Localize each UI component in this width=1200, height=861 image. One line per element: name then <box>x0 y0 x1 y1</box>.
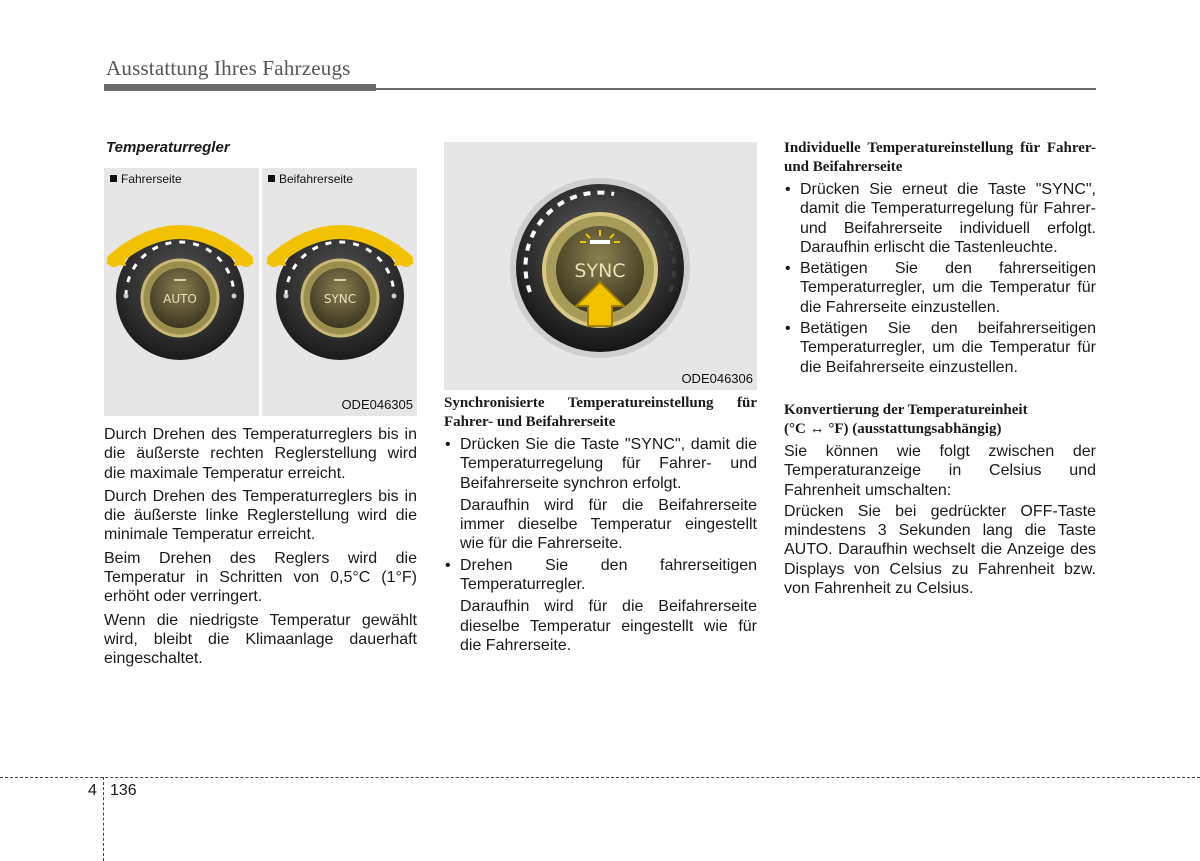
figure-sync-button <box>444 142 757 390</box>
paragraph: Beim Drehen des Reglers wird die Temperatur in Schritten von 0,5°C (1°F) erhöht oder verringert. <box>104 549 417 606</box>
section-title: Temperaturregler <box>106 139 230 156</box>
paragraph: Durch Drehen des Temperaturreglers bis in die äußerste linke Reglerstellung wird die minimale Temperatur erreicht. <box>104 487 417 544</box>
paragraph: Durch Drehen des Temperaturreglers bis in die äußerste rechten Reglerstellung wird die maximale Temperatur erreicht. <box>104 426 417 482</box>
figure-label-passenger: Beifahrerseite <box>268 172 353 186</box>
chapter-number: 4 <box>88 782 97 799</box>
footer-dashed-rule <box>0 777 1200 778</box>
col2-body <box>444 394 757 657</box>
list-item: • Betätigen Sie den fahrerseitigen Temperaturregler, um die Temperatur für die Fahrerseite einzustellen. <box>784 259 1096 317</box>
figure-code: ODE046305 <box>341 397 413 412</box>
knob-left-group <box>106 232 254 360</box>
sync-knob-label: SYNC <box>574 260 626 282</box>
col1-body <box>104 425 417 673</box>
list-item: • Drücken Sie die Taste "SYNC", damit die Temperaturregelung für Fahrer- und Beifahrerseite synchron erfolgt. Daraufhin wird für die Beifahrerseite immer dieselbe Temperatur eingestellt wie für die Fahrerseite. <box>444 435 757 554</box>
paragraph: Wenn die niedrigste Temperatur gewählt wird, bleibt die Klimaanlage dauerhaft eingeschaltet. <box>104 611 417 668</box>
figure-temperature-knobs <box>104 168 417 416</box>
figure-code: ODE046306 <box>681 371 753 386</box>
knob-left-label: AUTO <box>163 292 197 306</box>
footer-vertical-rule <box>103 777 104 861</box>
paragraph: Sie können wie folgt zwischen der Temperaturanzeige in Celsius und Fahrenheit umschalten: <box>784 442 1096 499</box>
section-heading: Synchronisierte Temperatureinstellung für Fahrer- und Beifahrerseite <box>444 395 757 430</box>
list-item-note: Daraufhin wird für die Beifahrerseite immer dieselbe Temperatur eingestellt wie für die Fahrerseite. <box>460 496 757 553</box>
figure-label-driver: Fahrerseite <box>110 172 182 186</box>
square-bullet-icon <box>110 175 117 182</box>
page-number: 136 <box>110 782 137 799</box>
list-item: • Drücken Sie erneut die Taste "SYNC", damit die Temperaturregelung für Fahrer- und Beifahrerseite individuell erfolgt. Daraufhin erlischt die Tastenleuchte. <box>784 180 1096 257</box>
knob-right-label: SYNC <box>323 292 357 306</box>
bullet-list <box>444 435 757 655</box>
list-item: • Drehen Sie den fahrerseitigen Temperaturregler. Daraufhin wird für die Beifahrerseite dieselbe Temperatur eingestellt wie für die Fahrerseite. <box>444 556 757 655</box>
sync-knob-illustration <box>444 142 757 390</box>
section-heading: Individuelle Temperatureinstellung für Fahrer- und Beifahrerseite <box>784 140 1096 175</box>
knob-right-group <box>266 232 414 360</box>
list-item: • Betätigen Sie den beifahrerseitigen Temperaturregler, um die Temperatur für die Beifahrerseite einzustellen. <box>784 319 1096 377</box>
paragraph: Drücken Sie bei gedrückter OFF-Taste mindestens 3 Sekunden lang die Taste AUTO. Daraufhin wechselt die Anzeige des Displays von Celsius zu Fahrenheit bzw. von Fahrenheit zu Celsius. <box>784 502 1096 598</box>
section-heading: (°C ↔ °F) (ausstattungsabhängig) <box>784 420 1002 437</box>
section-heading: Konvertierung der Temperatureinheit <box>784 401 1028 418</box>
bullet-list <box>784 180 1096 377</box>
page-header-title: Ausstattung Ihres Fahrzeugs <box>106 56 351 80</box>
header-rule-thick <box>104 84 376 91</box>
col3-body <box>784 139 1096 598</box>
list-item-note: Daraufhin wird für die Beifahrerseite dieselbe Temperatur eingestellt wie für die Fahrerseite. <box>460 598 757 654</box>
header-rule-thin <box>376 88 1096 90</box>
knobs-illustration <box>104 168 417 416</box>
square-bullet-icon <box>268 175 275 182</box>
